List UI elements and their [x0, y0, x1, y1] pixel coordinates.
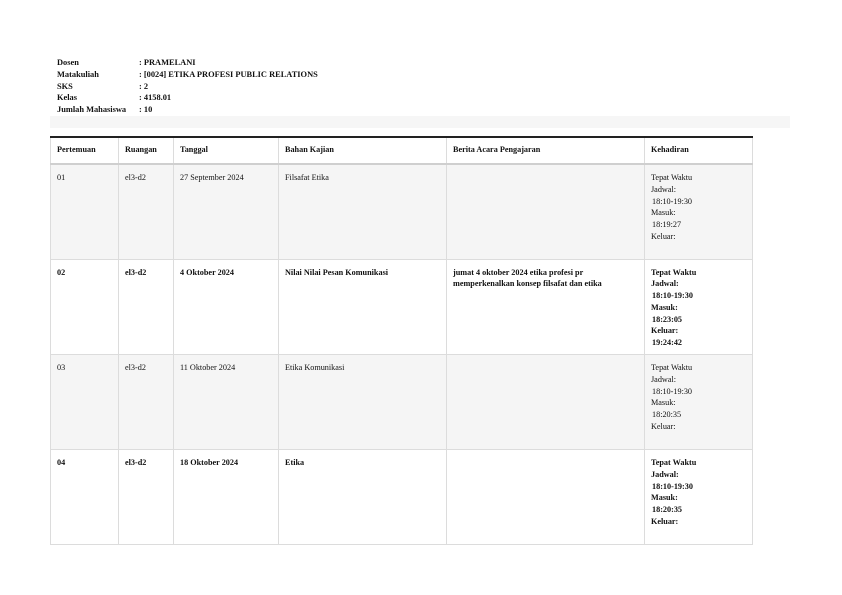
cell-kehadiran — [645, 164, 753, 259]
cell-ruangan: el3-d2 — [119, 450, 174, 545]
info-row-sks — [57, 81, 318, 93]
cell-berita-acara: jumat 4 oktober 2024 etika profesi pr memperkenalkan konsep filsafat dan etika — [447, 259, 645, 355]
info-label: Dosen — [57, 58, 79, 67]
info-label: Jumlah Mahasiswa — [57, 105, 127, 115]
info-value: : 10 — [139, 104, 152, 116]
attendance-status: Tepat Waktu — [651, 458, 697, 468]
check-in-time: 18:19:27 — [652, 220, 682, 230]
cell-tanggal: 27 September 2024 — [174, 164, 279, 259]
info-label: Kelas — [57, 93, 78, 103]
cell-bahan-kajian: Etika — [279, 450, 447, 545]
cell-berita-acara — [447, 450, 645, 545]
info-row-kelas — [57, 92, 318, 104]
info-row-jumlah-mahasiswa — [57, 104, 318, 116]
column-header-kehadiran: Kehadiran — [645, 137, 753, 164]
check-out-label: Keluar: — [651, 517, 679, 527]
column-header-ruangan: Ruangan — [119, 137, 174, 164]
cell-ruangan: el3-d2 — [119, 259, 174, 355]
schedule-label: Jadwal: — [651, 279, 679, 289]
attendance-status: Tepat Waktu — [651, 267, 697, 277]
info-value: : 4158.01 — [139, 92, 171, 104]
table-header-row — [51, 137, 753, 164]
attendance-status: Tepat Waktu — [651, 363, 693, 373]
cell-ruangan: el3-d2 — [119, 164, 174, 259]
cell-kehadiran — [645, 355, 753, 450]
cell-pertemuan: 04 — [51, 450, 119, 545]
check-in-label: Masuk: — [651, 493, 678, 503]
attendance-status: Tepat Waktu — [651, 173, 693, 182]
schedule-time: 18:10-19:30 — [652, 481, 693, 491]
table-row — [51, 164, 753, 259]
table-row — [51, 355, 753, 450]
column-header-pertemuan: Pertemuan — [51, 137, 119, 164]
cell-pertemuan: 01 — [51, 164, 119, 259]
schedule-time: 18:10-19:30 — [652, 291, 693, 301]
cell-pertemuan: 02 — [51, 259, 119, 355]
cell-berita-acara — [447, 355, 645, 450]
cell-ruangan: el3-d2 — [119, 355, 174, 450]
schedule-label: Jadwal: — [651, 469, 679, 479]
table-row — [51, 259, 753, 355]
info-value: : PRAMELANI — [139, 57, 196, 69]
schedule-time: 18:10-19:30 — [652, 196, 693, 206]
check-in-label: Masuk: — [651, 302, 678, 312]
divider-band — [50, 116, 790, 128]
check-in-label: Masuk: — [651, 398, 676, 408]
info-label: SKS — [57, 81, 73, 91]
attendance-table — [50, 136, 753, 545]
check-out-label: Keluar: — [651, 326, 679, 336]
table-row — [51, 450, 753, 545]
schedule-label: Jadwal: — [651, 374, 677, 384]
check-out-time: 19:24:42 — [652, 338, 683, 348]
schedule-time: 18:10-19:30 — [652, 386, 693, 396]
check-in-time: 18:20:35 — [652, 410, 682, 420]
info-label: Matakuliah — [57, 69, 99, 79]
course-info — [57, 57, 318, 116]
check-in-label: Masuk: — [651, 208, 676, 218]
schedule-label: Jadwal: — [651, 184, 677, 194]
info-row-matakuliah — [57, 69, 318, 81]
cell-bahan-kajian: Etika Komunikasi — [279, 355, 447, 450]
column-header-tanggal: Tanggal — [174, 137, 279, 164]
column-header-bahan-kajian: Bahan Kajian — [279, 137, 447, 164]
column-header-berita-acara: Berita Acara Pengajaran — [447, 137, 645, 164]
info-value: : [0024] ETIKA PROFESI PUBLIC RELATIONS — [139, 69, 318, 81]
cell-tanggal: 11 Oktober 2024 — [174, 355, 279, 450]
cell-tanggal: 18 Oktober 2024 — [174, 450, 279, 545]
cell-berita-acara — [447, 164, 645, 259]
cell-bahan-kajian: Nilai Nilai Pesan Komunikasi — [279, 259, 447, 355]
info-row-dosen — [57, 57, 318, 69]
cell-tanggal: 4 Oktober 2024 — [174, 259, 279, 355]
cell-kehadiran — [645, 450, 753, 545]
check-in-time: 18:20:35 — [652, 505, 683, 515]
cell-kehadiran — [645, 259, 753, 355]
check-out-label: Keluar: — [651, 231, 676, 241]
info-value: : 2 — [139, 81, 148, 93]
cell-bahan-kajian: Filsafat Etika — [279, 164, 447, 259]
cell-pertemuan: 03 — [51, 355, 119, 450]
check-out-label: Keluar: — [651, 422, 676, 432]
check-in-time: 18:23:05 — [652, 314, 683, 324]
